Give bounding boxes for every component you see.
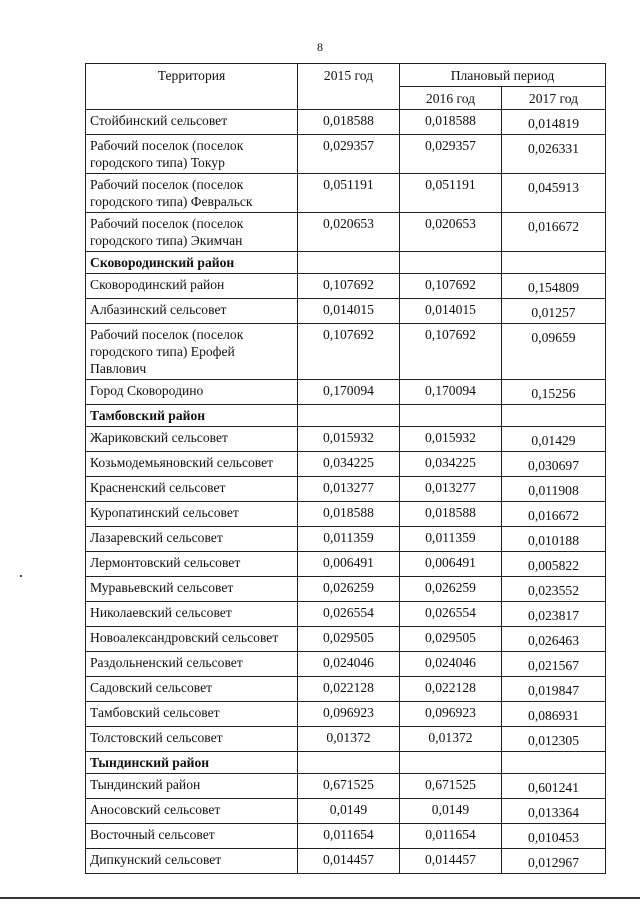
value-cell-2017: 0,601241 bbox=[502, 774, 606, 799]
value-cell-2016: 0,013277 bbox=[400, 477, 502, 502]
value-cell-2017: 0,045913 bbox=[502, 174, 606, 213]
value-cell-2015: 0,018588 bbox=[298, 110, 400, 135]
table-row bbox=[86, 174, 606, 213]
district-name-cell: Тындинский район bbox=[86, 752, 298, 774]
value-cell-2017: 0,005822 bbox=[502, 552, 606, 577]
value-cell-2016: 0,020653 bbox=[400, 213, 502, 252]
value-cell-2015 bbox=[298, 752, 400, 774]
table-row bbox=[86, 702, 606, 727]
territory-name-cell: Садовский сельсовет bbox=[86, 677, 298, 702]
territory-name-cell: Восточный сельсовет bbox=[86, 824, 298, 849]
value-cell-2015 bbox=[298, 252, 400, 274]
territory-name-cell: Албазинский сельсовет bbox=[86, 299, 298, 324]
value-cell-2017: 0,023552 bbox=[502, 577, 606, 602]
table-row bbox=[86, 299, 606, 324]
table-body bbox=[86, 110, 606, 874]
district-name-cell: Тамбовский район bbox=[86, 405, 298, 427]
value-cell-2017: 0,01257 bbox=[502, 299, 606, 324]
territory-name-cell: Толстовский сельсовет bbox=[86, 727, 298, 752]
value-cell-2017: 0,030697 bbox=[502, 452, 606, 477]
territory-name-cell: Красненский сельсовет bbox=[86, 477, 298, 502]
value-cell-2017: 0,154809 bbox=[502, 274, 606, 299]
value-cell-2017: 0,01429 bbox=[502, 427, 606, 452]
value-cell-2015: 0,671525 bbox=[298, 774, 400, 799]
territory-name-cell: Рабочий поселок (поселок городского типа) Экимчан bbox=[86, 213, 298, 252]
table-row bbox=[86, 213, 606, 252]
value-cell-2015: 0,011359 bbox=[298, 527, 400, 552]
territory-name-cell: Тамбовский сельсовет bbox=[86, 702, 298, 727]
value-cell-2016: 0,096923 bbox=[400, 702, 502, 727]
scan-speck bbox=[20, 575, 22, 577]
value-cell-2015: 0,034225 bbox=[298, 452, 400, 477]
value-cell-2017: 0,15256 bbox=[502, 380, 606, 405]
header-planned-period: Плановый период bbox=[400, 64, 606, 87]
value-cell-2017: 0,026463 bbox=[502, 627, 606, 652]
value-cell-2015: 0,013277 bbox=[298, 477, 400, 502]
value-cell-2016: 0,006491 bbox=[400, 552, 502, 577]
table-row bbox=[86, 602, 606, 627]
table-row bbox=[86, 577, 606, 602]
territory-allocation-table bbox=[85, 63, 606, 874]
header-2015: 2015 год bbox=[298, 64, 400, 110]
territory-name-cell: Новоалександровский сельсовет bbox=[86, 627, 298, 652]
value-cell-2016: 0,01372 bbox=[400, 727, 502, 752]
value-cell-2017: 0,09659 bbox=[502, 324, 606, 380]
value-cell-2017 bbox=[502, 252, 606, 274]
table-row bbox=[86, 774, 606, 799]
value-cell-2016: 0,671525 bbox=[400, 774, 502, 799]
value-cell-2016: 0,024046 bbox=[400, 652, 502, 677]
value-cell-2015: 0,107692 bbox=[298, 324, 400, 380]
page-number: 8 bbox=[317, 40, 323, 54]
value-cell-2015: 0,051191 bbox=[298, 174, 400, 213]
territory-name-cell: Лазаревский сельсовет bbox=[86, 527, 298, 552]
value-cell-2017: 0,013364 bbox=[502, 799, 606, 824]
value-cell-2016: 0,0149 bbox=[400, 799, 502, 824]
territory-name-cell: Жариковский сельсовет bbox=[86, 427, 298, 452]
value-cell-2016: 0,029357 bbox=[400, 135, 502, 174]
value-cell-2016: 0,170094 bbox=[400, 380, 502, 405]
value-cell-2016: 0,107692 bbox=[400, 324, 502, 380]
value-cell-2015: 0,0149 bbox=[298, 799, 400, 824]
value-cell-2016 bbox=[400, 752, 502, 774]
header-2016: 2016 год bbox=[400, 87, 502, 110]
table-row bbox=[86, 727, 606, 752]
value-cell-2015: 0,029357 bbox=[298, 135, 400, 174]
table-row bbox=[86, 135, 606, 174]
value-cell-2017: 0,010188 bbox=[502, 527, 606, 552]
value-cell-2016 bbox=[400, 252, 502, 274]
value-cell-2016: 0,026554 bbox=[400, 602, 502, 627]
value-cell-2017: 0,026331 bbox=[502, 135, 606, 174]
district-row bbox=[86, 405, 606, 427]
territory-name-cell: Лермонтовский сельсовет bbox=[86, 552, 298, 577]
value-cell-2017: 0,021567 bbox=[502, 652, 606, 677]
value-cell-2017: 0,023817 bbox=[502, 602, 606, 627]
territory-name-cell: Дипкунский сельсовет bbox=[86, 849, 298, 874]
value-cell-2017: 0,016672 bbox=[502, 502, 606, 527]
value-cell-2015: 0,026554 bbox=[298, 602, 400, 627]
value-cell-2015: 0,006491 bbox=[298, 552, 400, 577]
territory-name-cell: Козьмодемьяновский сельсовет bbox=[86, 452, 298, 477]
table-row bbox=[86, 452, 606, 477]
value-cell-2016: 0,011359 bbox=[400, 527, 502, 552]
table-row bbox=[86, 824, 606, 849]
value-cell-2017: 0,011908 bbox=[502, 477, 606, 502]
value-cell-2016 bbox=[400, 405, 502, 427]
value-cell-2015: 0,024046 bbox=[298, 652, 400, 677]
territory-name-cell: Муравьевский сельсовет bbox=[86, 577, 298, 602]
value-cell-2015 bbox=[298, 405, 400, 427]
header-territory: Территория bbox=[86, 64, 298, 110]
table-row bbox=[86, 502, 606, 527]
value-cell-2017: 0,012305 bbox=[502, 727, 606, 752]
value-cell-2015: 0,018588 bbox=[298, 502, 400, 527]
value-cell-2016: 0,022128 bbox=[400, 677, 502, 702]
value-cell-2015: 0,026259 bbox=[298, 577, 400, 602]
table-row bbox=[86, 849, 606, 874]
value-cell-2016: 0,014015 bbox=[400, 299, 502, 324]
territory-name-cell: Куропатинский сельсовет bbox=[86, 502, 298, 527]
value-cell-2016: 0,029505 bbox=[400, 627, 502, 652]
value-cell-2015: 0,014457 bbox=[298, 849, 400, 874]
district-row bbox=[86, 252, 606, 274]
table-row bbox=[86, 274, 606, 299]
district-name-cell: Сковородинский район bbox=[86, 252, 298, 274]
value-cell-2015: 0,011654 bbox=[298, 824, 400, 849]
table-row bbox=[86, 627, 606, 652]
territory-name-cell: Сковородинский район bbox=[86, 274, 298, 299]
territory-name-cell: Николаевский сельсовет bbox=[86, 602, 298, 627]
table-row bbox=[86, 799, 606, 824]
territory-name-cell: Рабочий поселок (поселок городского типа) Февральск bbox=[86, 174, 298, 213]
value-cell-2016: 0,051191 bbox=[400, 174, 502, 213]
value-cell-2017: 0,086931 bbox=[502, 702, 606, 727]
territory-name-cell: Город Сковородино bbox=[86, 380, 298, 405]
table-row bbox=[86, 652, 606, 677]
value-cell-2016: 0,026259 bbox=[400, 577, 502, 602]
territory-name-cell: Раздольненский сельсовет bbox=[86, 652, 298, 677]
table-header bbox=[86, 64, 606, 110]
value-cell-2016: 0,018588 bbox=[400, 110, 502, 135]
value-cell-2015: 0,020653 bbox=[298, 213, 400, 252]
value-cell-2016: 0,018588 bbox=[400, 502, 502, 527]
table-row bbox=[86, 427, 606, 452]
value-cell-2015: 0,014015 bbox=[298, 299, 400, 324]
header-2017: 2017 год bbox=[502, 87, 606, 110]
value-cell-2017: 0,019847 bbox=[502, 677, 606, 702]
value-cell-2016: 0,107692 bbox=[400, 274, 502, 299]
district-row bbox=[86, 752, 606, 774]
value-cell-2015: 0,096923 bbox=[298, 702, 400, 727]
value-cell-2015: 0,170094 bbox=[298, 380, 400, 405]
table-row bbox=[86, 677, 606, 702]
value-cell-2017: 0,014819 bbox=[502, 110, 606, 135]
value-cell-2015: 0,107692 bbox=[298, 274, 400, 299]
territory-name-cell: Тындинский район bbox=[86, 774, 298, 799]
value-cell-2015: 0,029505 bbox=[298, 627, 400, 652]
value-cell-2016: 0,015932 bbox=[400, 427, 502, 452]
table-row bbox=[86, 110, 606, 135]
table-row bbox=[86, 527, 606, 552]
table-row bbox=[86, 324, 606, 380]
table-row bbox=[86, 380, 606, 405]
territory-name-cell: Стойбинский сельсовет bbox=[86, 110, 298, 135]
territory-name-cell: Аносовский сельсовет bbox=[86, 799, 298, 824]
table-row bbox=[86, 552, 606, 577]
scan-bottom-edge bbox=[0, 897, 640, 899]
value-cell-2015: 0,01372 bbox=[298, 727, 400, 752]
value-cell-2017: 0,010453 bbox=[502, 824, 606, 849]
value-cell-2017 bbox=[502, 405, 606, 427]
value-cell-2016: 0,034225 bbox=[400, 452, 502, 477]
territory-name-cell: Рабочий поселок (поселок городского типа) Ерофей Павлович bbox=[86, 324, 298, 380]
value-cell-2017 bbox=[502, 752, 606, 774]
territory-name-cell: Рабочий поселок (поселок городского типа) Токур bbox=[86, 135, 298, 174]
value-cell-2017: 0,016672 bbox=[502, 213, 606, 252]
value-cell-2016: 0,014457 bbox=[400, 849, 502, 874]
value-cell-2016: 0,011654 bbox=[400, 824, 502, 849]
value-cell-2017: 0,012967 bbox=[502, 849, 606, 874]
value-cell-2015: 0,022128 bbox=[298, 677, 400, 702]
value-cell-2015: 0,015932 bbox=[298, 427, 400, 452]
table-row bbox=[86, 477, 606, 502]
